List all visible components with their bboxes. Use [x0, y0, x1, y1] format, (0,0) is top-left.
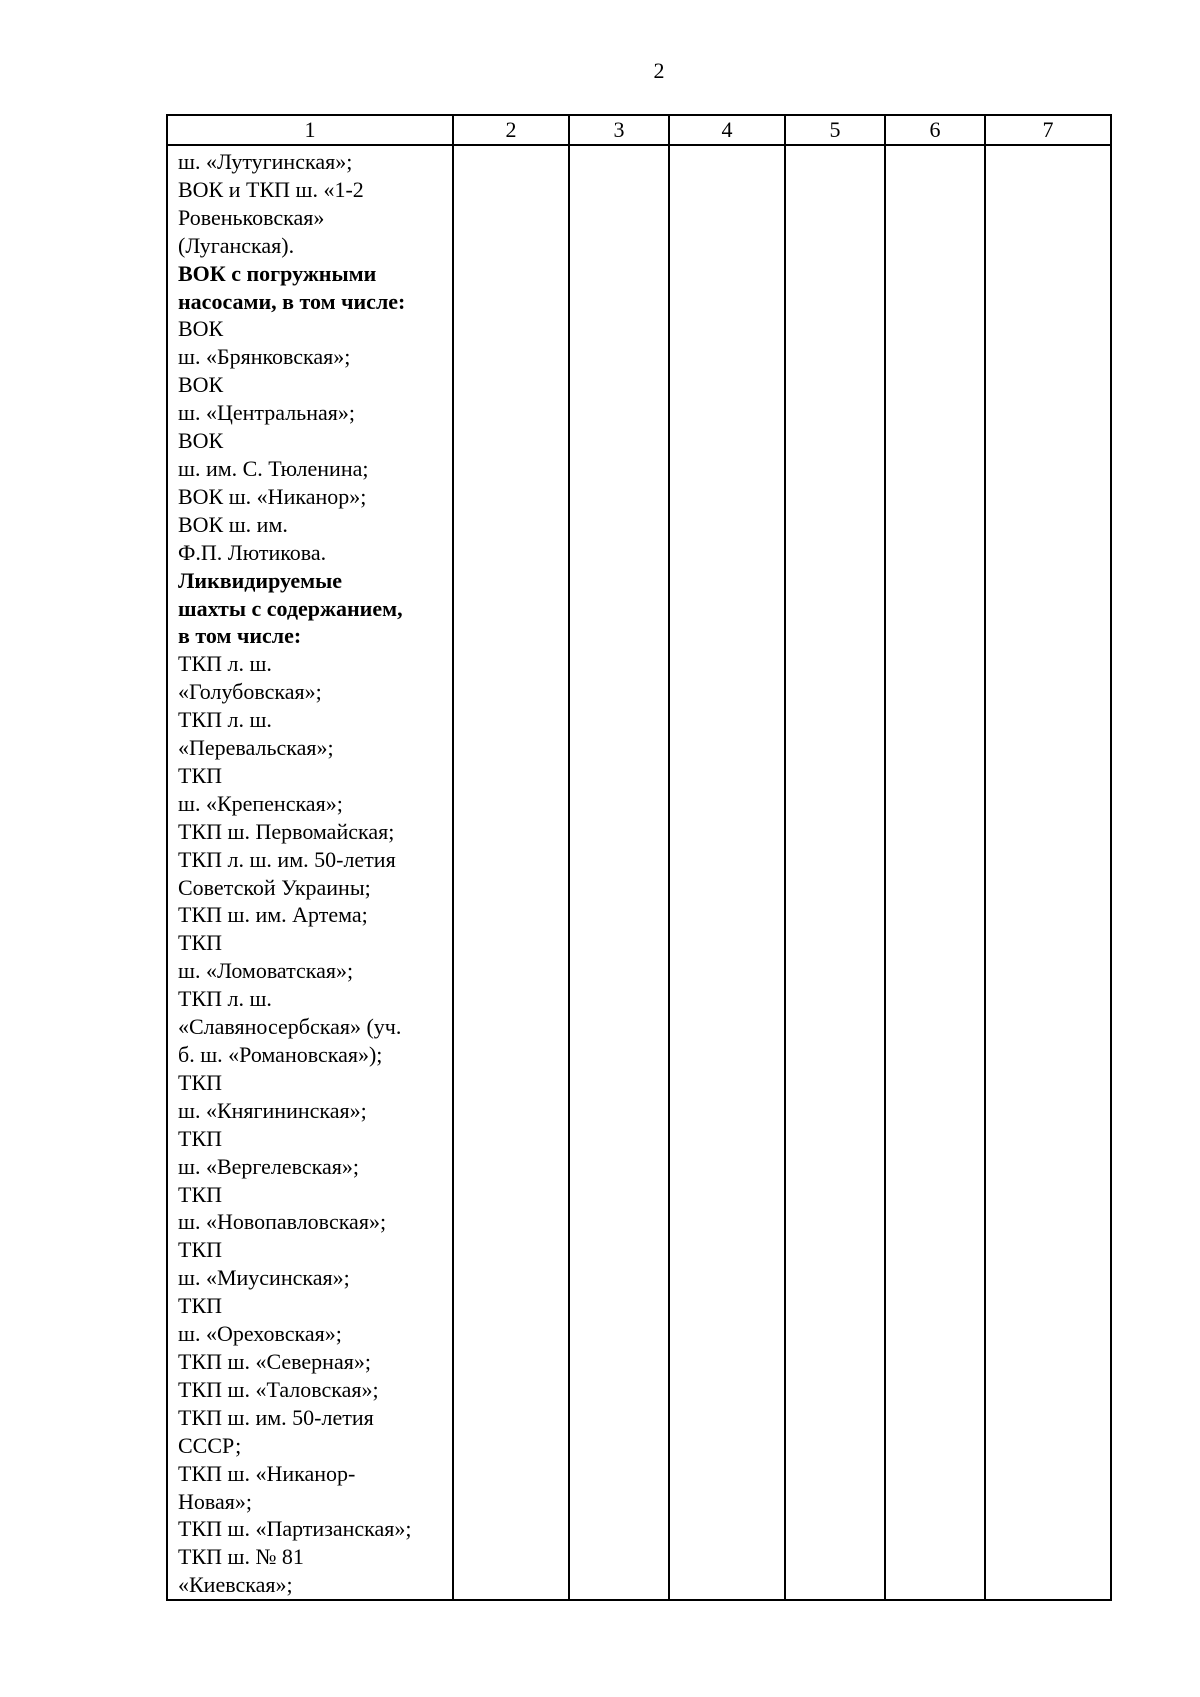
facility-entry: «Славяносербская» (уч.: [178, 1014, 402, 1040]
facility-entry: ТКП л. ш. им. 50-летия: [178, 846, 396, 872]
column-header-5: 5: [785, 115, 885, 145]
facility-entry: ш. «Новопавловская»;: [178, 1209, 387, 1235]
facility-entry: ТКП: [178, 1293, 222, 1319]
facility-entry: ТКП ш. им. 50-летия: [178, 1404, 374, 1430]
table-cell-col-7: [985, 145, 1111, 1600]
column-header-2: 2: [453, 115, 569, 145]
facility-entry: ТКП ш. «Северная»;: [178, 1348, 371, 1374]
facility-entry: ш. «Крепенская»;: [178, 790, 343, 816]
facility-entry: ш. «Вергелевская»;: [178, 1153, 359, 1179]
section-heading: ВОК с погружными: [178, 260, 377, 286]
facility-entry: ТКП ш. им. Артема;: [178, 902, 368, 928]
facility-entry: ТКП ш. № 81: [178, 1544, 304, 1570]
facility-entry: ТКП: [178, 762, 222, 788]
facility-entry: СССР;: [178, 1432, 242, 1458]
facility-entry: «Голубовская»;: [178, 679, 322, 705]
facility-entry: (Луганская).: [178, 232, 295, 258]
facility-entry: ВОК: [178, 428, 224, 454]
section-heading: в том числе:: [178, 623, 302, 649]
facility-entry: ТКП ш. Первомайская;: [178, 818, 395, 844]
facility-entry: ТКП ш. «Таловская»;: [178, 1376, 379, 1402]
facility-entry: ТКП: [178, 1237, 222, 1263]
facility-entry: ш. «Миусинская»;: [178, 1265, 350, 1291]
facility-entry: Ровеньковская»: [178, 204, 325, 230]
section-heading: шахты с содержанием,: [178, 595, 403, 621]
facility-entry: ш. «Ломоватская»;: [178, 958, 354, 984]
facility-entry: ТКП л. ш.: [178, 651, 272, 677]
facility-entry: ТКП л. ш.: [178, 707, 272, 733]
facility-list-cell: [167, 145, 453, 1600]
facility-entry: ш. «Княгининская»;: [178, 1097, 367, 1123]
facility-entry: ш. «Брянковская»;: [178, 344, 351, 370]
facility-entry: ш. «Ореховская»;: [178, 1321, 342, 1347]
facility-entry: ВОК ш. «Никанор»;: [178, 483, 367, 509]
table-cell-col-3: [569, 145, 669, 1600]
facility-entry: ТКП л. ш.: [178, 986, 272, 1012]
column-header-3: 3: [569, 115, 669, 145]
column-header-1: 1: [167, 115, 453, 145]
facility-entry: ш. «Центральная»;: [178, 400, 355, 426]
table-cell-col-2: [453, 145, 569, 1600]
table-cell-col-6: [885, 145, 985, 1600]
facility-entry: ТКП ш. «Никанор-: [178, 1460, 356, 1486]
facility-entry: «Перевальская»;: [178, 735, 334, 761]
table-cell-col-4: [669, 145, 785, 1600]
facility-entry: Новая»;: [178, 1488, 252, 1514]
facility-entry: ТКП: [178, 930, 222, 956]
header-row: [167, 115, 1111, 145]
facility-entry: ВОК: [178, 316, 224, 342]
column-header-7: 7: [985, 115, 1111, 145]
facility-entry: ш. «Лутугинская»;: [178, 149, 353, 174]
facility-entry: «Киевская»;: [178, 1572, 293, 1598]
facility-entry: Ф.П. Лютикова.: [178, 539, 327, 565]
table-row: [167, 145, 1111, 1600]
facility-entry: ТКП: [178, 1125, 222, 1151]
data-table: [166, 114, 1112, 1601]
facility-entry: ВОК и ТКП ш. «1-2: [178, 176, 364, 202]
page-number: 2: [653, 58, 665, 83]
facility-entry: ТКП ш. «Партизанская»;: [178, 1516, 412, 1542]
facility-entry: ТКП: [178, 1181, 222, 1207]
facility-entry: ВОК ш. им.: [178, 511, 288, 537]
section-heading: насосами, в том числе:: [178, 288, 406, 314]
facility-entry: ш. им. С. Тюленина;: [178, 455, 369, 481]
column-header-6: 6: [885, 115, 985, 145]
facility-entry: ТКП: [178, 1069, 222, 1095]
facility-entry: Советской Украины;: [178, 874, 371, 900]
table-cell-col-5: [785, 145, 885, 1600]
facility-entry: б. ш. «Романовская»);: [178, 1042, 383, 1067]
column-header-4: 4: [669, 115, 785, 145]
section-heading: Ликвидируемые: [178, 567, 343, 593]
facility-entry: ВОК: [178, 372, 224, 398]
